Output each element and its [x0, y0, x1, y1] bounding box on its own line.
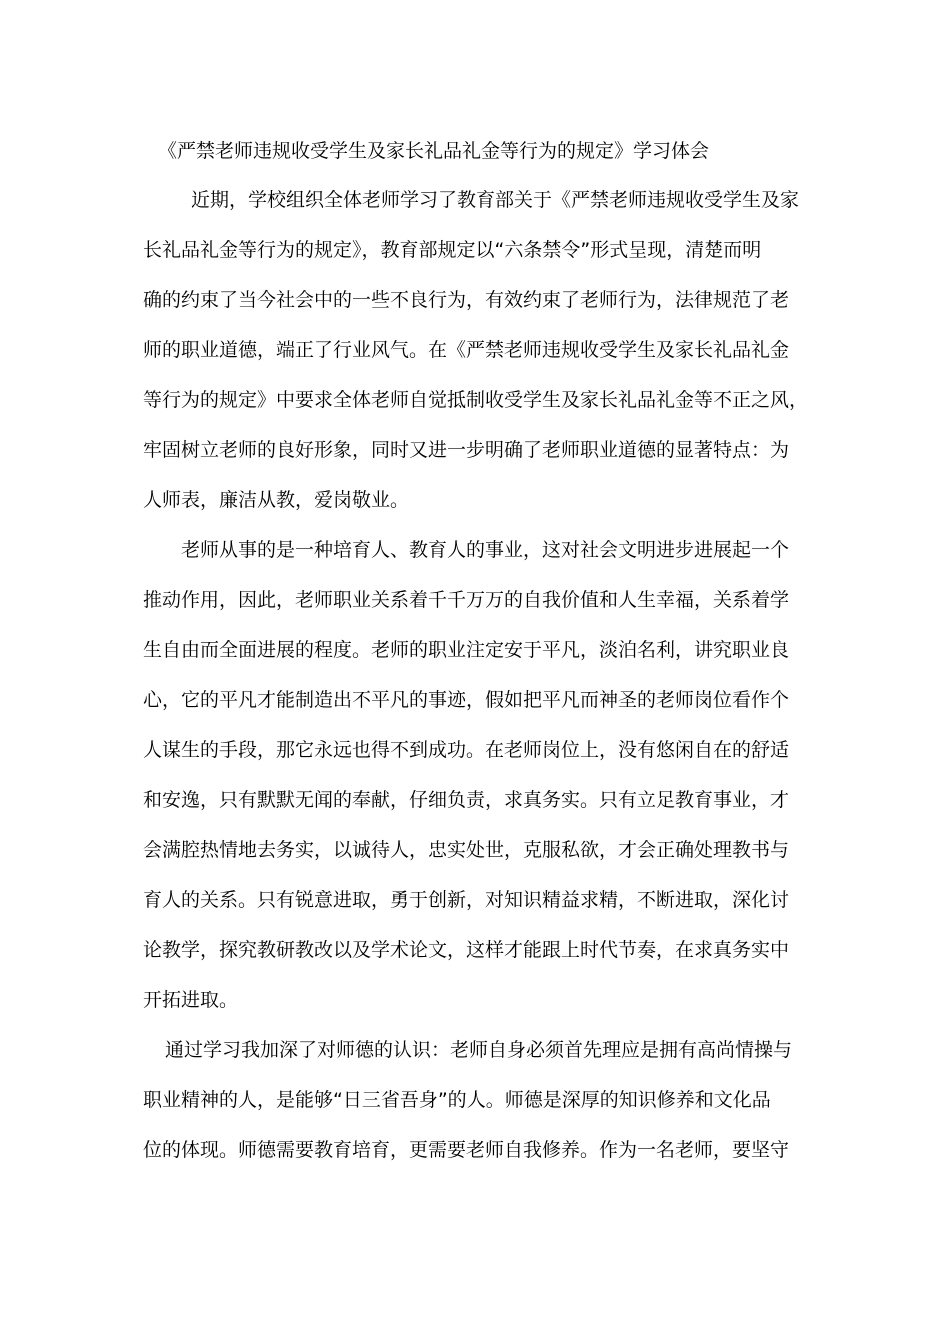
paragraph-2-line-1: 老师从事的是一种培育人、教育人的事业，这对社会文明进步进展起一个 [181, 539, 790, 561]
paragraph-2-line-6: 和安逸，只有默默无闻的奉献，仔细负责，求真务实。只有立足教育事业，才 [143, 789, 790, 811]
paragraph-2-line-10: 开拓进取。 [143, 989, 239, 1011]
paragraph-1-line-1: 近期，学校组织全体老师学习了教育部关于《严禁老师违规收受学生及家 [191, 189, 800, 211]
paragraph-1-line-6: 牢固树立老师的良好形象，同时又进一步明确了老师职业道德的显著特点：为 [143, 439, 790, 461]
paragraph-1-line-3: 确的约束了当今社会中的一些不良行为，有效约束了老师行为，法律规范了老 [143, 289, 790, 311]
paragraph-3-line-1: 通过学习我加深了对师德的认识：老师自身必须首先理应是拥有高尚情操与 [165, 1039, 793, 1061]
paragraph-1-line-2: 长礼品礼金等行为的规定》，教育部规定以“六条禁令”形式呈现，清楚而明 [143, 239, 762, 261]
document-title: 《严禁老师违规收受学生及家长礼品礼金等行为的规定》学习体会 [158, 140, 710, 162]
paragraph-1-line-4: 师的职业道德，端正了行业风气。在《严禁老师违规收受学生及家长礼品礼金 [143, 339, 790, 361]
paragraph-3-line-3: 位的体现。师德需要教育培育，更需要老师自我修养。作为一名老师，要坚守 [143, 1139, 790, 1161]
paragraph-2-line-8: 育人的关系。只有锐意进取，勇于创新，对知识精益求精，不断进取，深化讨 [143, 889, 790, 911]
paragraph-2-line-7: 会满腔热情地去务实，以诚待人，忠实处世，克服私欲，才会正确处理教书与 [143, 839, 790, 861]
paragraph-3-line-2: 职业精神的人，是能够“日三省吾身”的人。师德是深厚的知识修养和文化品 [143, 1089, 771, 1111]
paragraph-2-line-5: 人谋生的手段，那它永远也得不到成功。在老师岗位上，没有悠闲自在的舒适 [143, 739, 790, 761]
paragraph-1-line-5: 等行为的规定》中要求全体老师自觉抵制收受学生及家长礼品礼金等不正之风， [143, 389, 809, 411]
paragraph-2-line-4: 心，它的平凡才能制造出不平凡的事迹，假如把平凡而神圣的老师岗位看作个 [143, 689, 790, 711]
paragraph-2-line-9: 论教学，探究教研教改以及学术论文，这样才能跟上时代节奏，在求真务实中 [143, 939, 790, 961]
paragraph-2-line-3: 生自由而全面进展的程度。老师的职业注定安于平凡，淡泊名利，讲究职业良 [143, 639, 790, 661]
paragraph-1-line-7: 人师表，廉洁从教，爱岗敬业。 [143, 489, 410, 511]
paragraph-2-line-2: 推动作用，因此，老师职业关系着千千万万的自我价值和人生幸福，关系着学 [143, 589, 790, 611]
